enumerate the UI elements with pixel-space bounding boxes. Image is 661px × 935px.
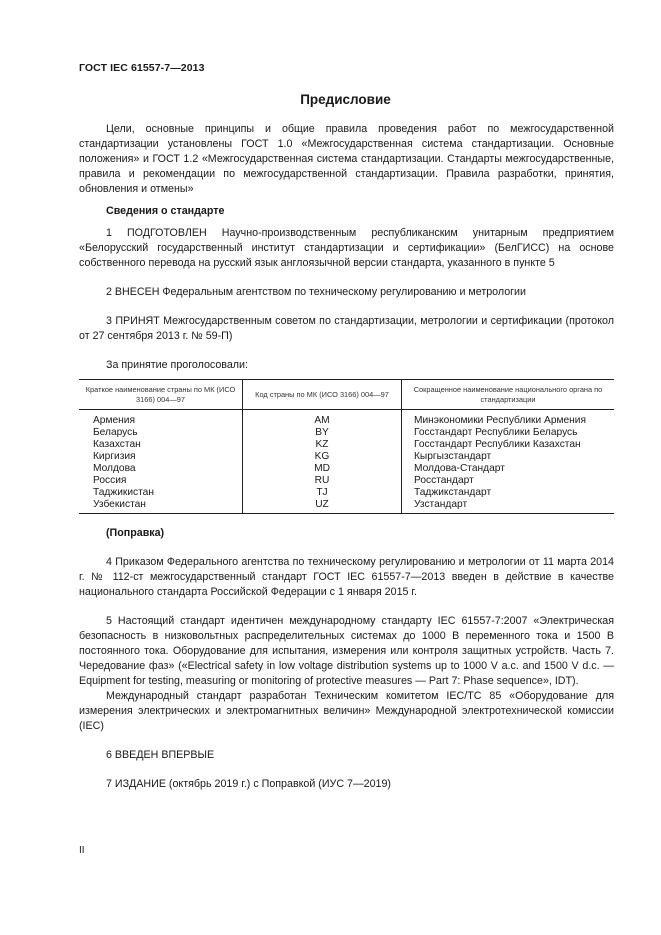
country-code: AM xyxy=(243,410,402,428)
table-header-row xyxy=(79,380,614,410)
content xyxy=(79,122,614,792)
country-name: Молдова xyxy=(93,463,136,474)
country-name: Армения xyxy=(93,415,135,426)
header-country: Краткое наименование страны по МК (ИСО 3166) 004—97 xyxy=(79,380,243,410)
table-row xyxy=(79,410,614,428)
country-code: RU xyxy=(243,475,402,487)
country-code: BY xyxy=(243,427,402,439)
item-2: 2 ВНЕСЕН Федеральным агентством по техническому регулированию и метрологии xyxy=(106,286,526,298)
table-row xyxy=(79,451,614,463)
page-title: Предисловие xyxy=(300,92,391,107)
item-1: 1 ПОДГОТОВЛЕН Научно-производственным республиканским унитарным предприятием «Белорусский государственный институт стандартизации и сертификации» (БелГИСС) на основе собственного перевода на русский язык англоязычной версии стандарта, указанного в пункте 5 xyxy=(79,227,614,269)
standards-body: Госстандарт Республики Беларусь xyxy=(402,427,615,439)
country-name: Таджикистан xyxy=(93,487,154,498)
table-row xyxy=(79,439,614,451)
section-heading: Сведения о стандарте xyxy=(106,205,225,217)
table-row xyxy=(79,487,614,499)
table-row xyxy=(79,499,614,514)
item-3: 3 ПРИНЯТ Межгосударственным советом по стандартизации, метрологии и сертификации (протокол от 27 сентября 2013 г. № 59-П) xyxy=(79,315,614,342)
standards-body: Минэкономики Республики Армения xyxy=(402,410,615,428)
country-name: Беларусь xyxy=(93,427,138,438)
header-code: Код страны по МК (ИСО 3166) 004—97 xyxy=(243,380,402,410)
standards-body: Таджикстандарт xyxy=(402,487,615,499)
country-code: UZ xyxy=(243,499,402,514)
standards-body: Молдова-Стандарт xyxy=(402,463,615,475)
country-code: KG xyxy=(243,451,402,463)
country-name: Россия xyxy=(93,475,127,486)
item-4: 4 Приказом Федерального агентства по техническому регулированию и метрологии от 11 марта 2014 г. № 112-ст межгосударственный стандарт ГОСТ IEC 61557-7—2013 введен в действие в качестве национального стандарта Российской Федерации с 1 января 2015 г. xyxy=(79,556,614,598)
standards-body: Узстандарт xyxy=(402,499,615,514)
countries-table xyxy=(79,379,614,514)
standards-body: Госстандарт Республики Казахстан xyxy=(402,439,615,451)
document-header: ГОСТ IEC 61557-7—2013 xyxy=(79,62,205,74)
table-row xyxy=(79,475,614,487)
country-name: Киргизия xyxy=(93,451,136,462)
table-row xyxy=(79,427,614,439)
standards-body: Росстандарт xyxy=(402,475,615,487)
voted-label: За принятие проголосовали: xyxy=(106,359,248,371)
country-name: Казахстан xyxy=(93,439,141,450)
intro-paragraph: Цели, основные принципы и общие правила проведения работ по межгосударственной стандартизации установлены ГОСТ 1.0 «Межгосударственная система стандартизации. Основные положения» и ГОСТ 1.2 «Межгосударственная система стандартизации. Стандарты межгосударственные, правила и рекомендации по межгосударственной стандартизации. Правила разработки, принятия, обновления и отмены» xyxy=(79,123,614,195)
standards-body: Кыргызстандарт xyxy=(402,451,615,463)
amendment-note: (Поправка) xyxy=(106,527,165,539)
item-5: 5 Настоящий стандарт идентичен международному стандарту IEC 61557-7:2007 «Электрическая безопасность в низковольтных распределительных системах до 1000 В переменного тока и 1500 В постоянного тока. Оборудование для испытания, измерения или контроля защитных устройств. Часть 7. Чередование фаз» («Electrical safety in low voltage distribution systems up to 1000 V a.c. and 1500 V d.c. — Equipment for testing, measuring or monitoring of protective measures — Part 7: Phase sequence», IDT). xyxy=(79,615,614,687)
table-row xyxy=(79,463,614,475)
item-6: 6 ВВЕДЕН ВПЕРВЫЕ xyxy=(106,749,215,761)
item-7: 7 ИЗДАНИЕ (октябрь 2019 г.) с Поправкой (ИУС 7—2019) xyxy=(106,778,391,790)
country-code: KZ xyxy=(243,439,402,451)
header-organ: Сокращенное наименование национального органа по стандартизации xyxy=(402,380,615,410)
item-5-note: Международный стандарт разработан Техническим комитетом IEC/TC 85 «Оборудование для измерения электрических и электромагнитных величин» Международной электротехнической комиссии (IEC) xyxy=(79,690,614,732)
country-code: MD xyxy=(243,463,402,475)
country-code: TJ xyxy=(243,487,402,499)
page-number: II xyxy=(79,845,85,856)
country-name: Узбекистан xyxy=(79,499,243,514)
